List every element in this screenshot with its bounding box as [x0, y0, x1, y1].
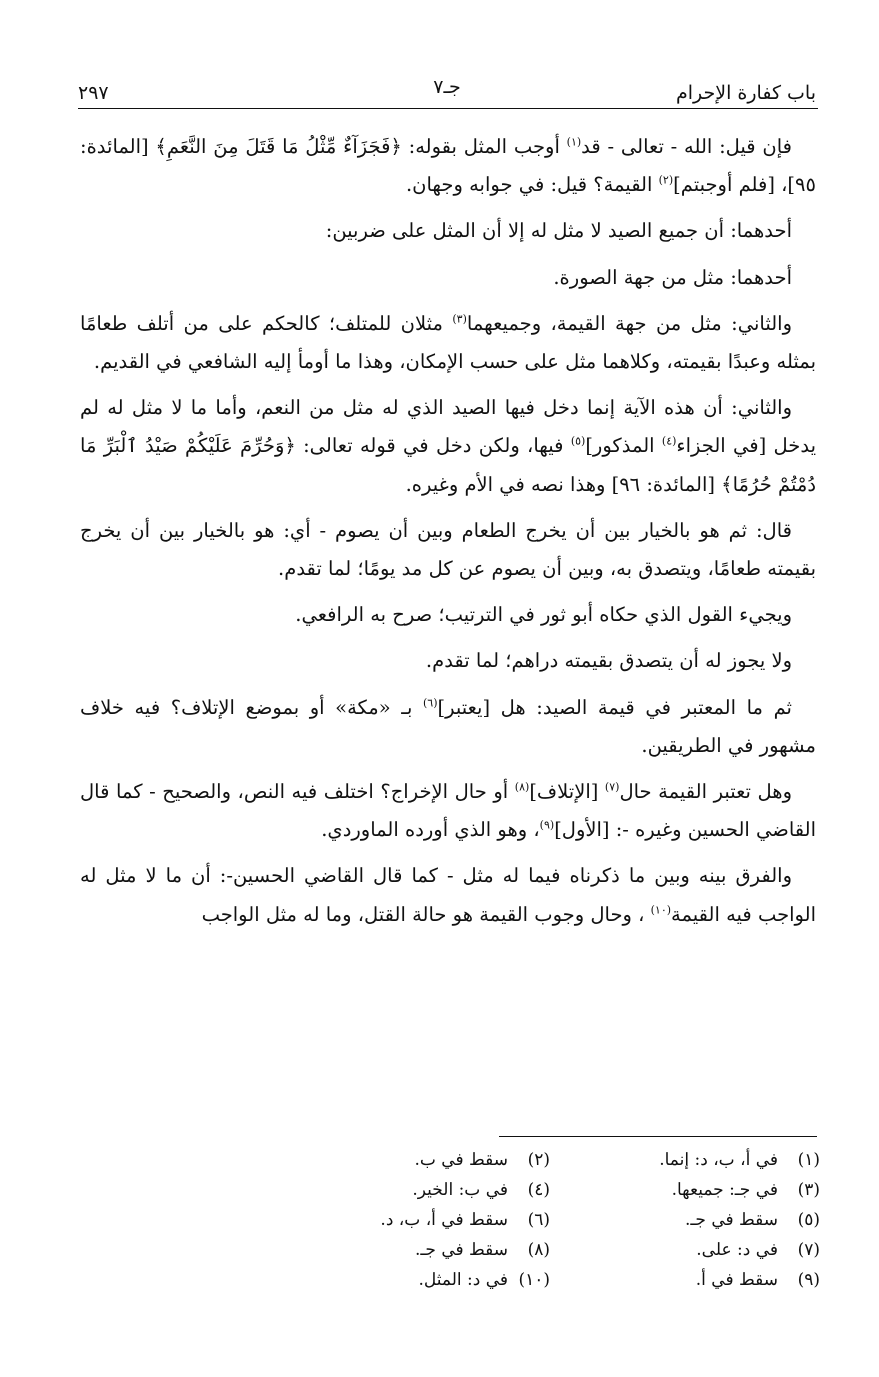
footnote-number: (١) [797, 1150, 820, 1170]
running-header [78, 58, 816, 104]
text-run: أوجب المثل بقوله: ﴿فَجَزَآءٌ مِّثْلُ مَا قَتَلَ مِنَ النَّعَمِ﴾ [المائدة: ٩٥]، [فلم أوجبتم] [80, 135, 816, 197]
footnote-text: سقط في أ. [695, 1270, 778, 1290]
footnote-marker[interactable]: (١٠) [650, 903, 672, 917]
chapter-title: باب كفارة الإحرام [675, 82, 816, 104]
paragraph [80, 642, 816, 680]
text-run: والثاني: أن هذه الآية إنما دخل فيها الصيد الذي له مثل من النعم، وأما ما لا مثل له لم يدخل [في الجزاء [80, 396, 817, 458]
footnote-number: (٤) [527, 1180, 550, 1200]
footnote-text: سقط في أ، ب، د. [380, 1210, 508, 1230]
footnote-number: (١٠) [518, 1270, 550, 1290]
footnote-number: (٨) [527, 1240, 550, 1260]
text-run: أحدهما: مثل من جهة الصورة. [553, 265, 792, 289]
footnote-rule [499, 1136, 817, 1137]
text-run: مثلان للمتلف؛ كالحكم على من أتلف طعامًا بمثله وعبدًا بقيمته، وكلاهما مثل على حسب الإمكان، وهذا ما أومأ إليه الشافعي في القديم. [80, 311, 816, 374]
footnote-number: (٦) [527, 1210, 550, 1230]
footnote-item [570, 1150, 820, 1180]
footnote-item [570, 1180, 820, 1210]
footnote-marker[interactable]: (٤) [661, 434, 677, 448]
paragraph [80, 128, 816, 204]
paragraph [80, 212, 816, 250]
footnote-text: سقط في جـ. [685, 1210, 778, 1230]
footnote-text: في أ، ب، د: إنما. [659, 1150, 778, 1170]
text-run: فإن قيل: الله - تعالى - قد [581, 135, 793, 158]
text-run: المذكور] [585, 434, 662, 458]
footnote-marker[interactable]: (٧) [604, 780, 620, 794]
footnote-marker[interactable]: (٢) [658, 173, 674, 187]
footnote-item [300, 1210, 550, 1240]
text-run: ، وهو الذي أورده الماوردي. [321, 818, 540, 842]
paragraph [80, 259, 816, 297]
footnote-item [300, 1180, 550, 1210]
text-run: قال: ثم هو بالخيار بين أن يخرج الطعام وبين أن يصوم - أي: هو بالخيار بين أن يخرج بقيمته طعامًا، ويتصدق به، وبين أن يصوم عن كل مد يومًا؛ لما تقدم. [80, 518, 816, 581]
footnote-item [300, 1150, 550, 1180]
text-run: وهل تعتبر القيمة حال [619, 780, 792, 804]
paragraph [80, 512, 816, 588]
footnote-text: في د: على. [696, 1240, 778, 1260]
footnote-number: (٥) [797, 1210, 820, 1230]
main-text [80, 128, 816, 942]
footnote-text: في د: المثل. [418, 1270, 508, 1290]
text-run: فيها، ولكن دخل في قوله تعالى: ﴿وَحُرِّمَ عَلَيْكُمْ صَيْدُ ٱلْبَرِّ مَا دُمْتُمْ حُرُمًا﴾ [المائدة: ٩٦] وهذا نصه في الأم وغيره. [80, 434, 816, 496]
footnote-number: (٢) [527, 1150, 550, 1170]
footnote-number: (٩) [797, 1270, 820, 1290]
volume-label: جـ٧ [433, 76, 461, 98]
text-run: والثاني: مثل من جهة القيمة، وجميعهما [466, 311, 792, 335]
footnote-item [300, 1270, 550, 1300]
text-run: والفرق بينه وبين ما ذكرناه فيما له مثل - كما قال القاضي الحسين-: أن ما لا مثل له الواجب فيه القيمة [80, 864, 816, 926]
text-run: ويجيء القول الذي حكاه أبو ثور في الترتيب؛ صرح به الرافعي. [295, 603, 792, 627]
footnote-item [570, 1210, 820, 1240]
paragraph [80, 689, 816, 765]
footnote-marker[interactable]: (٥) [570, 434, 586, 448]
footnote-item [570, 1270, 820, 1300]
footnote-item [570, 1240, 820, 1270]
footnote-marker[interactable]: (٦) [422, 696, 438, 710]
text-run: [الإتلاف] [529, 780, 605, 804]
footnote-number: (٧) [797, 1240, 820, 1260]
footnote-text: سقط في ب. [414, 1150, 508, 1170]
text-run: أو حال الإخراج؟ اختلف فيه النص، والصحيح - كما قال القاضي الحسين وغيره -: [الأول] [80, 780, 816, 842]
text-run: ، وحال وجوب القيمة هو حالة القتل، وما له مثل الواجب [201, 902, 651, 926]
text-run: ولا يجوز له أن يتصدق بقيمته دراهم؛ لما تقدم. [425, 649, 792, 673]
footnotes [300, 1150, 820, 1300]
footnote-marker[interactable]: (١) [566, 135, 582, 149]
page-number: ٢٩٧ [78, 82, 109, 104]
text-run: بـ «مكة» أو بموضع الإتلاف؟ فيه خلاف مشهور في الطريقين. [80, 695, 816, 757]
header-rule [78, 108, 818, 109]
footnote-number: (٣) [797, 1180, 820, 1200]
paragraph [80, 857, 816, 933]
text-run: أحدهما: أن جميع الصيد لا مثل له إلا أن المثل على ضربين: [325, 219, 792, 243]
footnote-text: في جـ: جميعها. [671, 1180, 778, 1200]
paragraph [80, 773, 816, 849]
footnote-marker[interactable]: (٣) [452, 312, 467, 326]
text-run: القيمة؟ قيل: في جوابه وجهان. [405, 173, 659, 197]
footnote-text: في ب: الخير. [412, 1180, 508, 1200]
footnote-marker[interactable]: (٩) [539, 818, 555, 832]
footnote-marker[interactable]: (٨) [514, 780, 530, 794]
footnote-item [300, 1240, 550, 1270]
paragraph [80, 389, 816, 504]
paragraph [80, 596, 816, 634]
text-run: ثم ما المعتبر في قيمة الصيد: هل [يعتبر] [437, 695, 792, 719]
paragraph [80, 305, 816, 381]
footnote-text: سقط في جـ. [415, 1240, 508, 1260]
